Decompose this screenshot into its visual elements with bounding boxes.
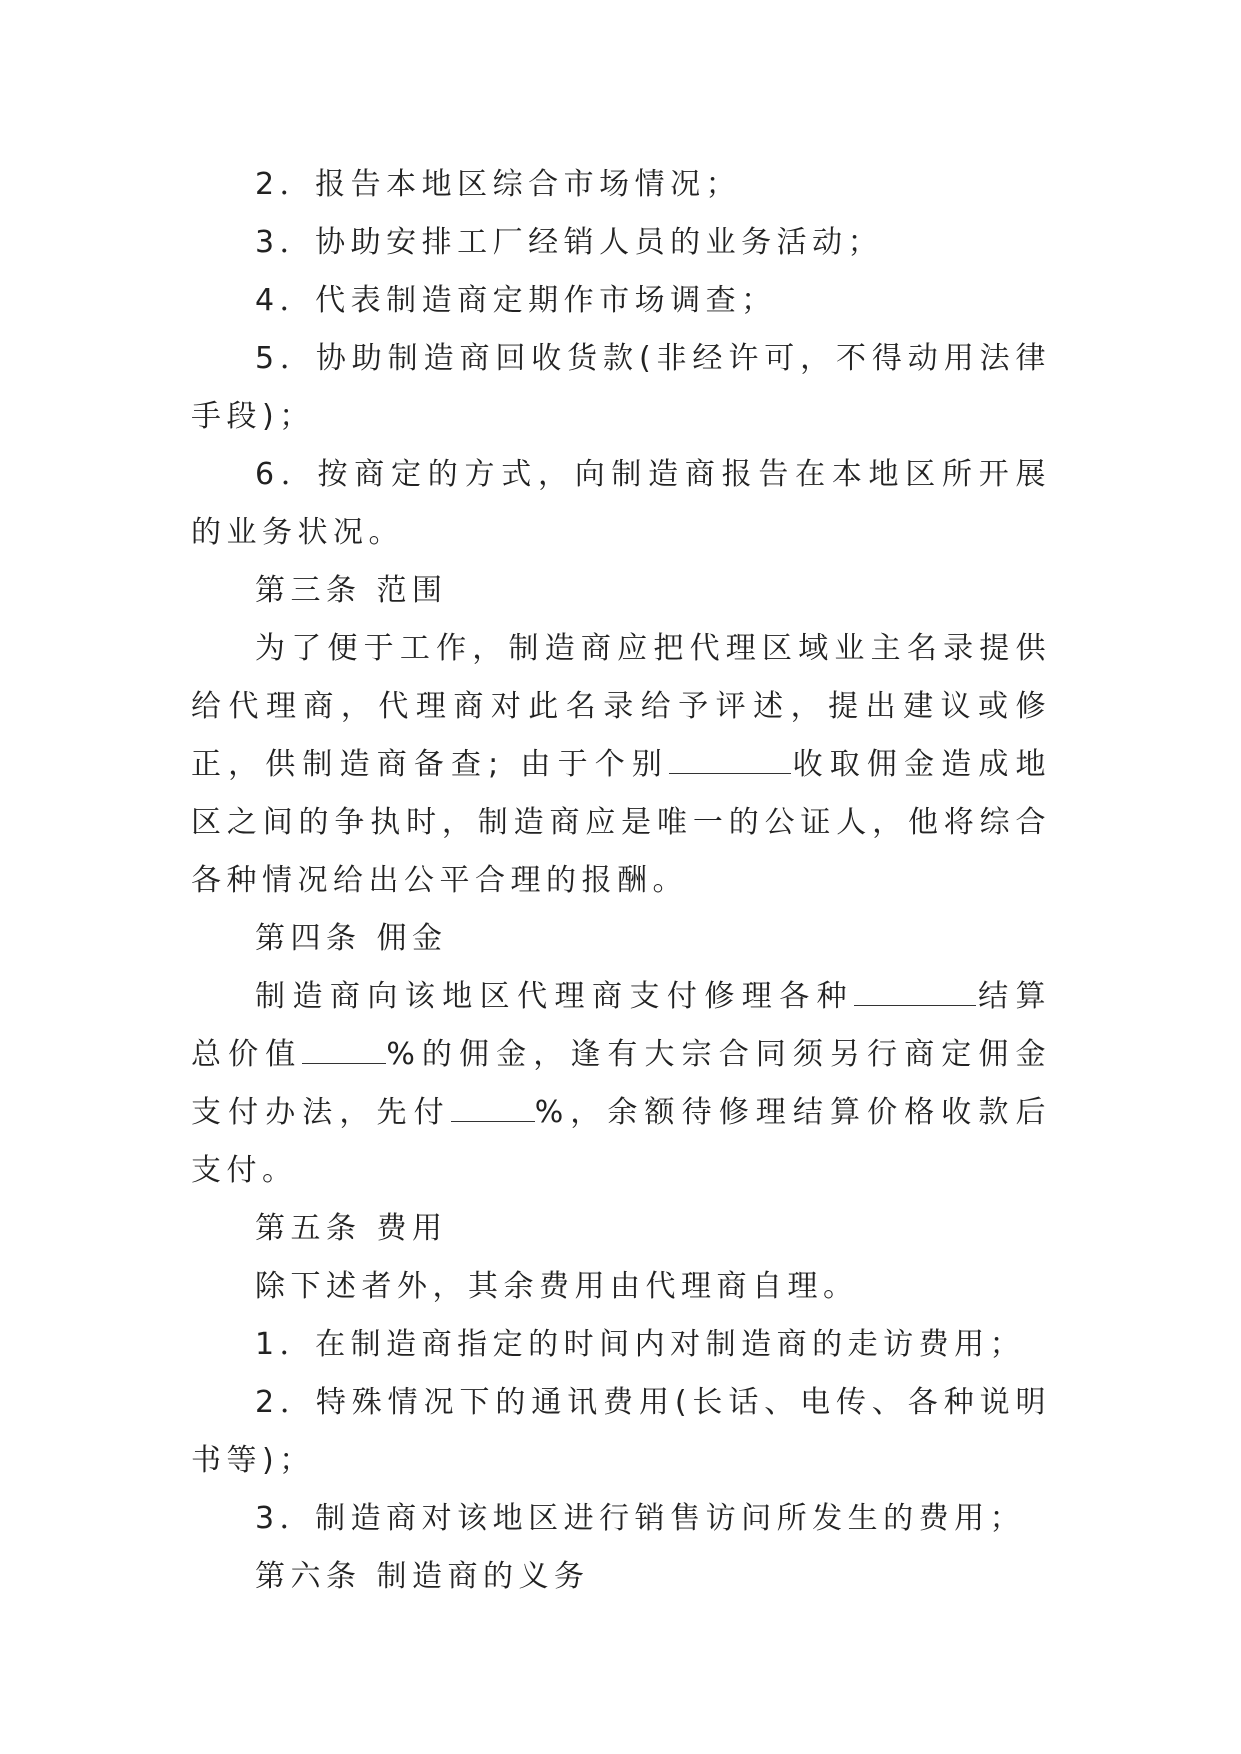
- clause-item-2: 2．报告本地区综合市场情况；: [255, 167, 742, 202]
- blank-field: [451, 1099, 535, 1122]
- commission-text-part-1: 制造商向该地区代理商支付修理各种: [255, 979, 855, 1014]
- expenses-intro: 除下述者外，其余费用由代理商自理。: [255, 1269, 859, 1304]
- clause-item-5: 5．协助制造商回收货款(非经许可，不得动用法律手段)；: [191, 341, 1051, 434]
- commission-text-part-2: 结算总价值: [191, 979, 1052, 1072]
- section-heading-scope: 第三条 范围: [255, 573, 448, 608]
- section-heading-manufacturer-obligations: 第六条 制造商的义务: [255, 1559, 590, 1594]
- document-body: [191, 156, 1051, 1606]
- commission-paragraph: [191, 968, 1051, 1200]
- clause-item-6: 6．按商定的方式，向制造商报告在本地区所开展的业务状况。: [191, 457, 1051, 550]
- expense-item-1: 1．在制造商指定的时间内对制造商的走访费用；: [255, 1327, 1026, 1362]
- blank-field: [669, 751, 791, 774]
- scope-paragraph: [191, 620, 1051, 910]
- scope-text-part-2: 收取佣金造成地区之间的争执时，制造商应是唯一的公证人，他将综合各种情况给出公平合理的报酬。: [191, 747, 1051, 898]
- expense-item-2: 2．特殊情况下的通讯费用(长话、电传、各种说明书等)；: [191, 1385, 1051, 1478]
- blank-field: [302, 1041, 386, 1064]
- commission-text-part-4: %，余额待修理结算价格收款后支付。: [191, 1095, 1051, 1188]
- expense-item-3: 3．制造商对该地区进行销售访问所发生的费用；: [255, 1501, 1026, 1536]
- section-heading-commission: 第四条 佣金: [255, 921, 448, 956]
- commission-text-part-3: %的佣金，逢有大宗合同须另行商定佣金支付办法，先付: [191, 1037, 1052, 1130]
- blank-field: [854, 983, 976, 1006]
- scope-text-part-1: 为了便于工作，制造商应把代理区域业主名录提供给代理商，代理商对此名录给予评述，提出建议或修正，供制造商备查; 由于个别: [191, 631, 1051, 782]
- clause-item-4: 4．代表制造商定期作市场调查；: [255, 283, 777, 318]
- section-heading-expenses: 第五条 费用: [255, 1211, 448, 1246]
- clause-item-3: 3．协助安排工厂经销人员的业务活动；: [255, 225, 884, 260]
